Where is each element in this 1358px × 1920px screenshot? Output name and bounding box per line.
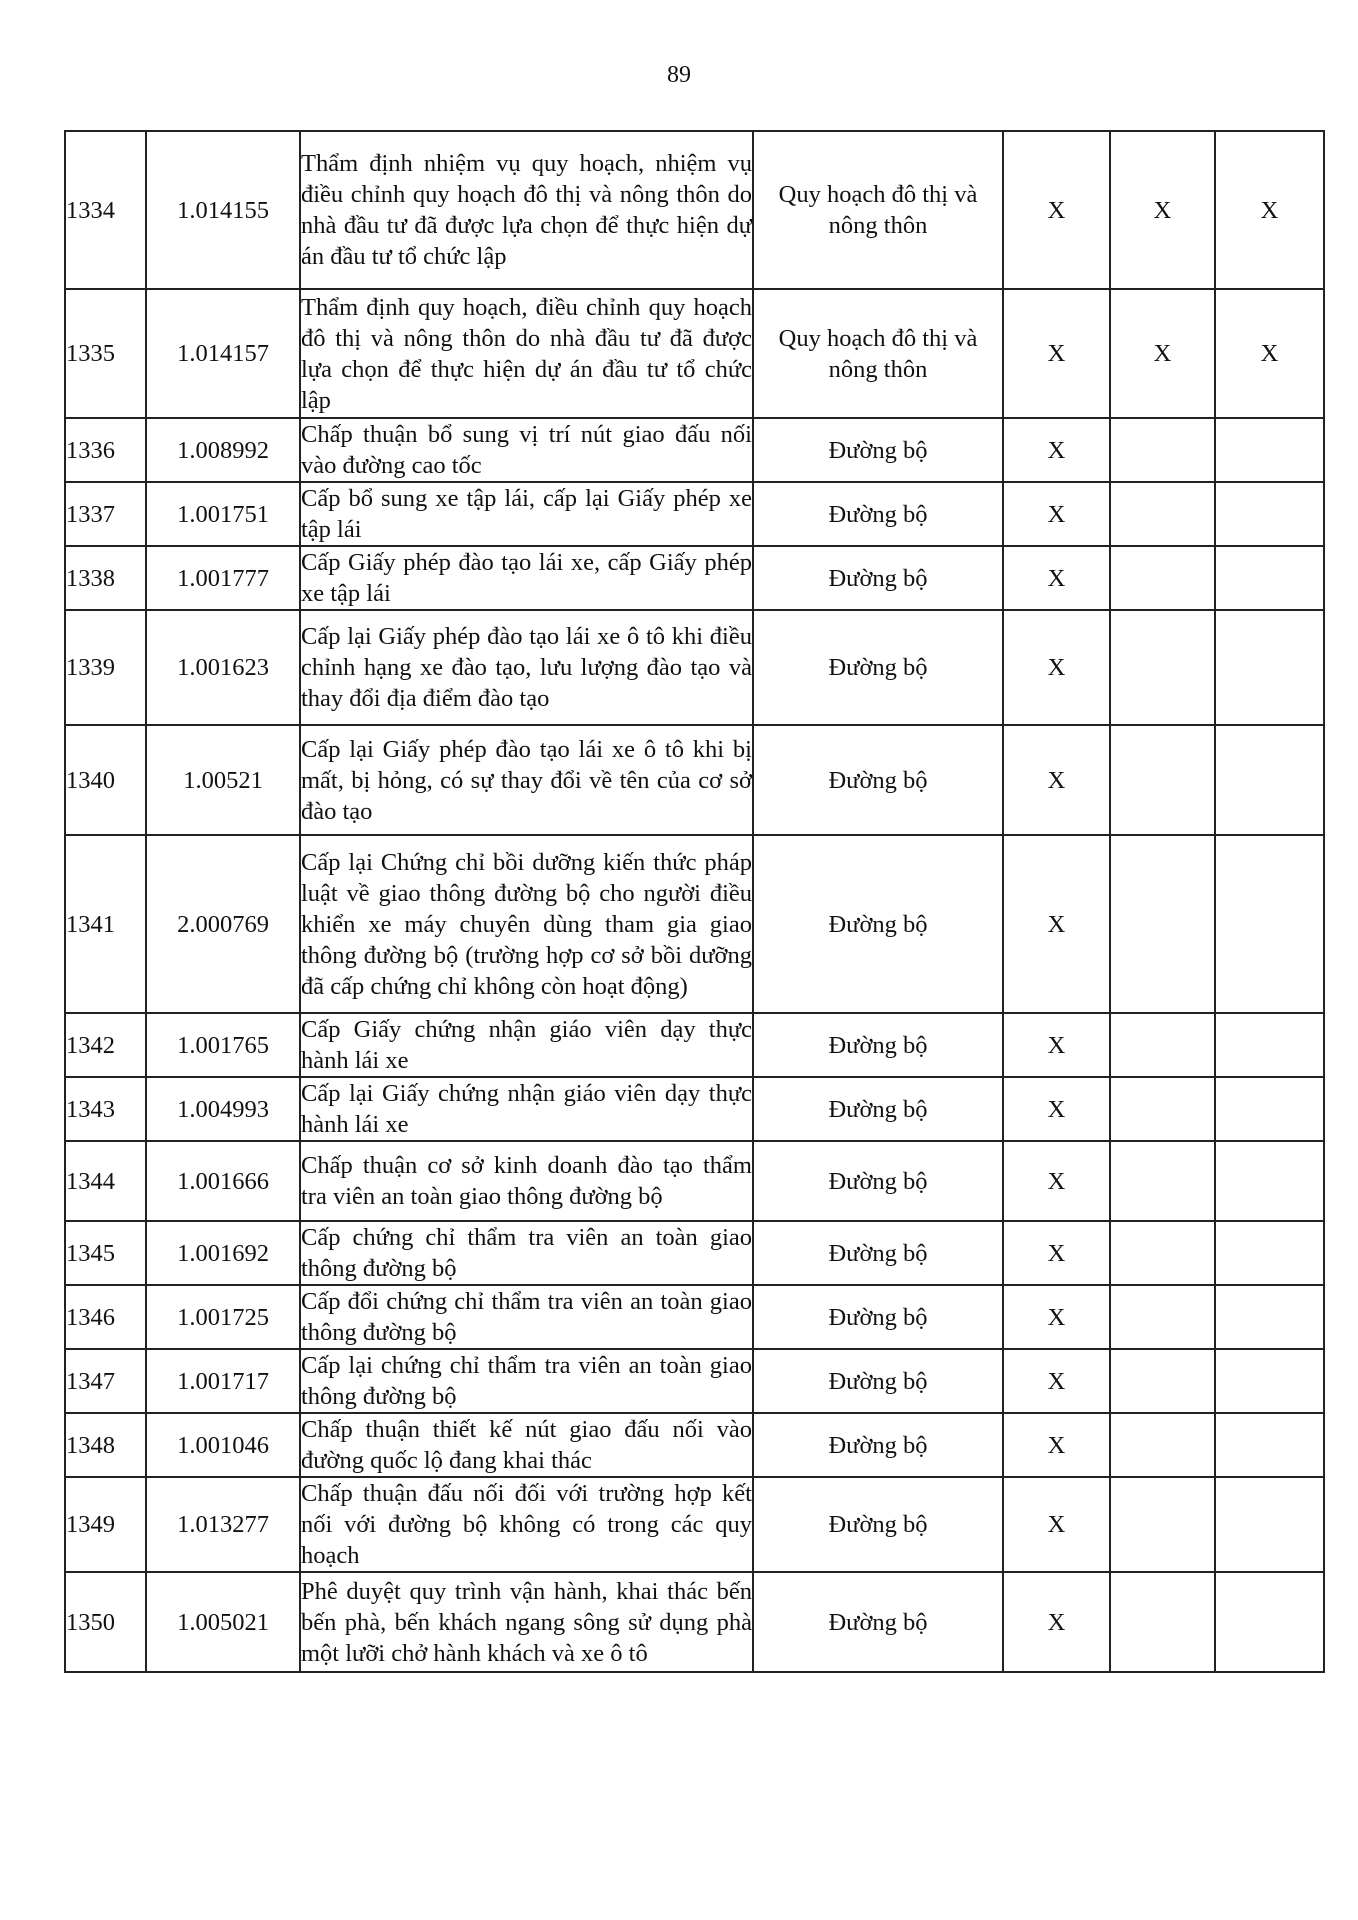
table-row xyxy=(65,1477,1324,1572)
procedure-code: 1.001717 xyxy=(146,1349,300,1413)
mark-level-3 xyxy=(1215,1013,1324,1077)
row-number: 1345 xyxy=(65,1221,146,1285)
mark-level-3 xyxy=(1215,835,1324,1013)
procedures-table xyxy=(64,130,1325,1673)
procedure-code: 1.008992 xyxy=(146,418,300,482)
mark-level-2 xyxy=(1110,482,1215,546)
mark-level-2 xyxy=(1110,1413,1215,1477)
procedure-name: Cấp lại chứng chỉ thẩm tra viên an toàn giao thông đường bộ xyxy=(300,1349,753,1413)
row-number: 1344 xyxy=(65,1141,146,1221)
procedure-name: Cấp chứng chỉ thẩm tra viên an toàn giao thông đường bộ xyxy=(300,1221,753,1285)
table-row xyxy=(65,289,1324,418)
procedure-field: Quy hoạch đô thị và nông thôn xyxy=(753,289,1003,418)
procedure-name: Thẩm định nhiệm vụ quy hoạch, nhiệm vụ điều chỉnh quy hoạch đô thị và nông thôn do nhà đầu tư đã được lựa chọn để thực hiện dự án đầu tư tổ chức lập xyxy=(300,131,753,289)
table-row xyxy=(65,1349,1324,1413)
row-number: 1337 xyxy=(65,482,146,546)
procedure-name: Cấp đổi chứng chỉ thẩm tra viên an toàn giao thông đường bộ xyxy=(300,1285,753,1349)
procedure-code: 1.001692 xyxy=(146,1221,300,1285)
mark-level-2 xyxy=(1110,1349,1215,1413)
procedure-name: Chấp thuận đấu nối đối với trường hợp kết nối với đường bộ không có trong các quy hoạch xyxy=(300,1477,753,1572)
procedure-code: 1.001666 xyxy=(146,1141,300,1221)
mark-level-2: X xyxy=(1110,131,1215,289)
row-number: 1349 xyxy=(65,1477,146,1572)
row-number: 1334 xyxy=(65,131,146,289)
procedure-name: Cấp lại Giấy phép đào tạo lái xe ô tô khi điều chỉnh hạng xe đào tạo, lưu lượng đào tạo và thay đổi địa điểm đào tạo xyxy=(300,610,753,725)
row-number: 1343 xyxy=(65,1077,146,1141)
procedure-name: Cấp lại Giấy phép đào tạo lái xe ô tô khi bị mất, bị hỏng, có sự thay đổi về tên của cơ sở đào tạo xyxy=(300,725,753,835)
mark-level-2 xyxy=(1110,1013,1215,1077)
table-row xyxy=(65,1221,1324,1285)
mark-level-1: X xyxy=(1003,546,1110,610)
mark-level-2 xyxy=(1110,418,1215,482)
table-row xyxy=(65,482,1324,546)
page-number: 89 xyxy=(667,62,691,88)
procedure-name: Cấp Giấy phép đào tạo lái xe, cấp Giấy phép xe tập lái xyxy=(300,546,753,610)
mark-level-1: X xyxy=(1003,418,1110,482)
mark-level-3 xyxy=(1215,1141,1324,1221)
table-row xyxy=(65,1013,1324,1077)
mark-level-3 xyxy=(1215,546,1324,610)
mark-level-2 xyxy=(1110,1221,1215,1285)
mark-level-2 xyxy=(1110,1572,1215,1672)
table-row xyxy=(65,725,1324,835)
table-row xyxy=(65,610,1324,725)
mark-level-2 xyxy=(1110,610,1215,725)
mark-level-2 xyxy=(1110,1141,1215,1221)
procedure-field: Đường bộ xyxy=(753,725,1003,835)
mark-level-1: X xyxy=(1003,1572,1110,1672)
procedure-code: 1.014157 xyxy=(146,289,300,418)
mark-level-1: X xyxy=(1003,1349,1110,1413)
procedure-code: 1.001623 xyxy=(146,610,300,725)
procedure-field: Đường bộ xyxy=(753,610,1003,725)
procedure-field: Đường bộ xyxy=(753,1477,1003,1572)
procedure-code: 1.001751 xyxy=(146,482,300,546)
table-row xyxy=(65,131,1324,289)
table-row xyxy=(65,418,1324,482)
procedure-code: 1.004993 xyxy=(146,1077,300,1141)
table-row xyxy=(65,835,1324,1013)
procedure-field: Đường bộ xyxy=(753,1413,1003,1477)
mark-level-3 xyxy=(1215,1349,1324,1413)
procedure-name: Chấp thuận thiết kế nút giao đấu nối vào đường quốc lộ đang khai thác xyxy=(300,1413,753,1477)
row-number: 1338 xyxy=(65,546,146,610)
procedure-name: Chấp thuận bổ sung vị trí nút giao đấu nối vào đường cao tốc xyxy=(300,418,753,482)
mark-level-2 xyxy=(1110,835,1215,1013)
mark-level-3 xyxy=(1215,610,1324,725)
procedure-code: 1.014155 xyxy=(146,131,300,289)
procedure-code: 1.001765 xyxy=(146,1013,300,1077)
mark-level-3 xyxy=(1215,725,1324,835)
mark-level-3 xyxy=(1215,1221,1324,1285)
mark-level-3 xyxy=(1215,1413,1324,1477)
procedure-field: Đường bộ xyxy=(753,482,1003,546)
procedure-field: Đường bộ xyxy=(753,1221,1003,1285)
procedure-field: Đường bộ xyxy=(753,1077,1003,1141)
mark-level-3 xyxy=(1215,1285,1324,1349)
row-number: 1348 xyxy=(65,1413,146,1477)
procedure-field: Đường bộ xyxy=(753,546,1003,610)
procedure-code: 1.005021 xyxy=(146,1572,300,1672)
procedure-name: Cấp Giấy chứng nhận giáo viên dạy thực hành lái xe xyxy=(300,1013,753,1077)
procedure-field: Đường bộ xyxy=(753,835,1003,1013)
row-number: 1347 xyxy=(65,1349,146,1413)
procedure-field: Đường bộ xyxy=(753,418,1003,482)
mark-level-3: X xyxy=(1215,289,1324,418)
mark-level-3 xyxy=(1215,1477,1324,1572)
mark-level-1: X xyxy=(1003,610,1110,725)
row-number: 1342 xyxy=(65,1013,146,1077)
procedure-code: 1.00521 xyxy=(146,725,300,835)
procedure-code: 2.000769 xyxy=(146,835,300,1013)
table-body xyxy=(65,131,1324,1672)
table-row xyxy=(65,1141,1324,1221)
procedure-code: 1.013277 xyxy=(146,1477,300,1572)
mark-level-1: X xyxy=(1003,1285,1110,1349)
procedure-code: 1.001725 xyxy=(146,1285,300,1349)
procedure-field: Đường bộ xyxy=(753,1572,1003,1672)
row-number: 1339 xyxy=(65,610,146,725)
mark-level-2 xyxy=(1110,1285,1215,1349)
mark-level-2 xyxy=(1110,1077,1215,1141)
mark-level-3 xyxy=(1215,482,1324,546)
mark-level-1: X xyxy=(1003,1141,1110,1221)
mark-level-3 xyxy=(1215,418,1324,482)
mark-level-3: X xyxy=(1215,131,1324,289)
table-row xyxy=(65,1413,1324,1477)
procedure-name: Thẩm định quy hoạch, điều chỉnh quy hoạch đô thị và nông thôn do nhà đầu tư đã được lựa chọn để thực hiện dự án đầu tư tổ chức lập xyxy=(300,289,753,418)
mark-level-1: X xyxy=(1003,482,1110,546)
procedure-code: 1.001777 xyxy=(146,546,300,610)
table-row xyxy=(65,1572,1324,1672)
procedure-field: Đường bộ xyxy=(753,1013,1003,1077)
mark-level-3 xyxy=(1215,1077,1324,1141)
procedure-field: Đường bộ xyxy=(753,1141,1003,1221)
row-number: 1340 xyxy=(65,725,146,835)
table-row xyxy=(65,1077,1324,1141)
procedure-name: Cấp bổ sung xe tập lái, cấp lại Giấy phép xe tập lái xyxy=(300,482,753,546)
mark-level-1: X xyxy=(1003,131,1110,289)
procedure-name: Cấp lại Chứng chỉ bồi dưỡng kiến thức pháp luật về giao thông đường bộ cho người điều khiển xe máy chuyên dùng tham gia giao thông đường bộ (trường hợp cơ sở bồi dưỡng đã cấp chứng chỉ không còn hoạt động) xyxy=(300,835,753,1013)
mark-level-2 xyxy=(1110,546,1215,610)
mark-level-2 xyxy=(1110,1477,1215,1572)
mark-level-1: X xyxy=(1003,725,1110,835)
mark-level-1: X xyxy=(1003,1221,1110,1285)
table-row xyxy=(65,1285,1324,1349)
mark-level-1: X xyxy=(1003,1013,1110,1077)
row-number: 1335 xyxy=(65,289,146,418)
mark-level-1: X xyxy=(1003,1477,1110,1572)
procedure-name: Cấp lại Giấy chứng nhận giáo viên dạy thực hành lái xe xyxy=(300,1077,753,1141)
mark-level-3 xyxy=(1215,1572,1324,1672)
mark-level-2 xyxy=(1110,725,1215,835)
row-number: 1350 xyxy=(65,1572,146,1672)
table-row xyxy=(65,546,1324,610)
procedure-field: Đường bộ xyxy=(753,1285,1003,1349)
procedure-code: 1.001046 xyxy=(146,1413,300,1477)
procedure-field: Quy hoạch đô thị và nông thôn xyxy=(753,131,1003,289)
row-number: 1336 xyxy=(65,418,146,482)
row-number: 1341 xyxy=(65,835,146,1013)
mark-level-1: X xyxy=(1003,1413,1110,1477)
procedure-name: Chấp thuận cơ sở kinh doanh đào tạo thẩm tra viên an toàn giao thông đường bộ xyxy=(300,1141,753,1221)
mark-level-2: X xyxy=(1110,289,1215,418)
mark-level-1: X xyxy=(1003,289,1110,418)
mark-level-1: X xyxy=(1003,835,1110,1013)
mark-level-1: X xyxy=(1003,1077,1110,1141)
procedure-name: Phê duyệt quy trình vận hành, khai thác bến bến phà, bến khách ngang sông sử dụng phà một lưỡi chở hành khách và xe ô tô xyxy=(300,1572,753,1672)
row-number: 1346 xyxy=(65,1285,146,1349)
procedure-field: Đường bộ xyxy=(753,1349,1003,1413)
